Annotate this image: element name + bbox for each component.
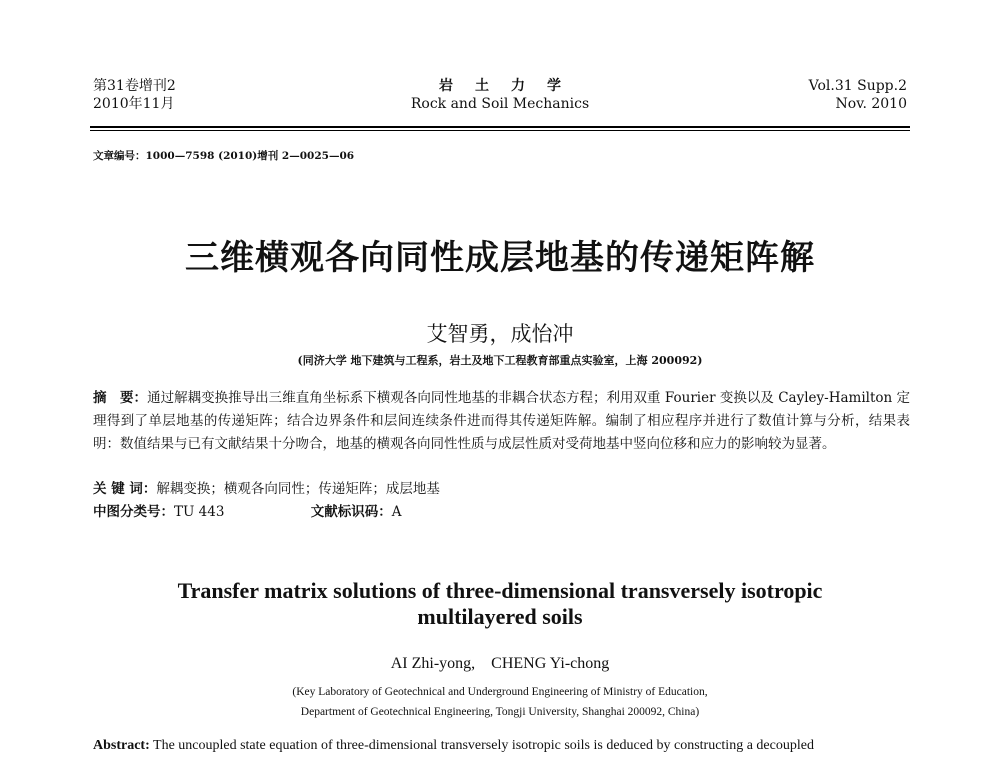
paper-title-en <box>0 578 1000 630</box>
affiliation-en <box>0 682 1000 722</box>
volume-issue: 第31卷增刊2 <box>93 78 176 94</box>
affiliation-en-line1: (Key Laboratory of Geotechnical and Underground Engineering of Ministry of Education, <box>292 686 708 698</box>
keywords-cn-label: 关 键 词： <box>93 481 157 497</box>
doc-code-label: 文献标识码： <box>310 504 392 520</box>
volume-supp-en: Vol.31 Supp.2 <box>808 78 907 94</box>
doc-code-value: A <box>391 504 402 520</box>
paper-title-cn: 三维横观各向同性成层地基的传递矩阵解 <box>185 238 815 278</box>
publication-date-cn: 2010年11月 <box>93 96 175 112</box>
publication-date-en: Nov. 2010 <box>835 96 907 112</box>
abstract-cn <box>93 387 910 456</box>
paper-title-en-line1: Transfer matrix solutions of three-dimensional transversely isotropic <box>177 578 823 603</box>
paper-title-en-line2: multilayered soils <box>417 604 583 629</box>
header-rule-thick <box>90 126 910 128</box>
abstract-en-label: Abstract: <box>93 738 150 753</box>
keywords-cn-text: 解耦变换；横观各向同性；传递矩阵；成层地基 <box>156 481 440 497</box>
abstract-cn-label: 摘 要： <box>93 390 148 406</box>
clc-value: TU 443 <box>174 504 225 520</box>
abstract-en <box>93 738 910 754</box>
article-number: 文章编号：1000—7598 (2010)增刊 2—0025—06 <box>93 150 355 162</box>
authors-cn: 艾智勇，成怡冲 <box>426 322 574 346</box>
keywords-cn <box>93 478 910 500</box>
abstract-en-text: The uncoupled state equation of three-dimensional transversely isotropic soils is deduced by constructing a decoupled <box>149 738 814 753</box>
journal-name-en: Rock and Soil Mechanics <box>410 96 590 112</box>
authors-en: AI Zhi-yong, CHENG Yi-chong <box>390 655 610 672</box>
classification-line <box>93 501 910 523</box>
journal-volume-en <box>809 77 907 113</box>
abstract-cn-text: 通过解耦变换推导出三维直角坐标系下横观各向同性地基的非耦合状态方程；利用双重 Fourier 变换以及 Cayley-Hamilton 定理得到了单层地基的传递矩阵；结合边界条件和层间连续条件进而得其传递矩阵解。编制了相应程序并进行了数值计算与分析，结果表明：数值结果与已有文献结果十分吻合，地基的横观各向同性性质与成层性质对受荷地基中竖向位移和应力的影响较为显著。 <box>93 390 910 452</box>
header-rule-thin <box>90 130 910 131</box>
affiliation-cn: (同济大学 地下建筑与工程系，岩土及地下工程教育部重点实验室，上海 200092) <box>297 354 703 367</box>
journal-name-cn: 岩土力学 <box>439 78 583 94</box>
clc-label: 中图分类号： <box>93 504 174 520</box>
affiliation-en-line2: Department of Geotechnical Engineering, Tongji University, Shanghai 200092, China) <box>300 706 700 718</box>
